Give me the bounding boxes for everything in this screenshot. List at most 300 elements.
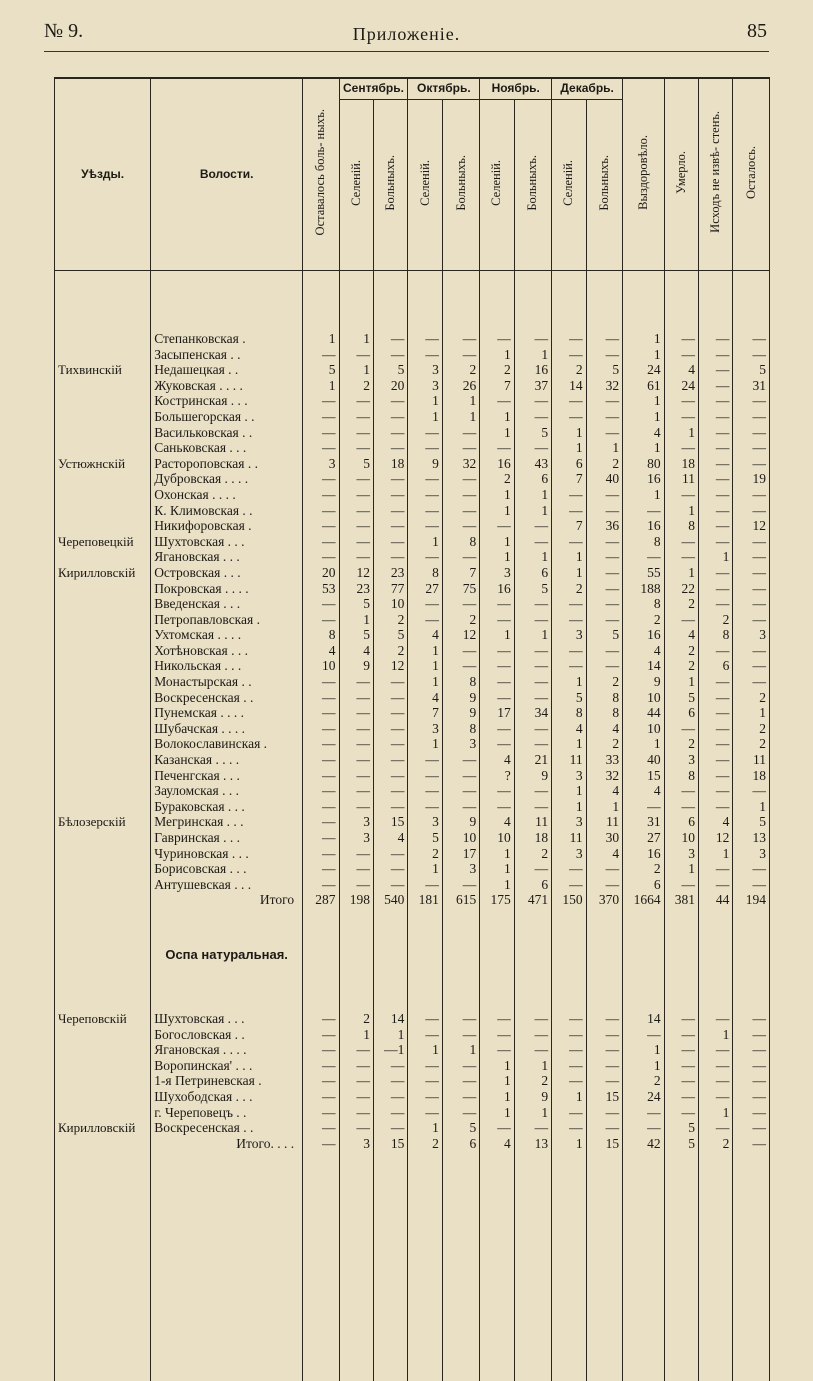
value-cell: 23 <box>339 581 373 597</box>
value-cell: 1 <box>408 861 442 877</box>
value-cell: 1 <box>480 487 514 503</box>
value-cell: 8 <box>664 518 698 534</box>
value-cell: 53 <box>303 581 339 597</box>
value-cell: 3 <box>480 565 514 581</box>
blank-cell <box>552 964 586 1011</box>
value-cell: — <box>664 409 698 425</box>
value-cell: 1 <box>303 378 339 394</box>
value-cell: — <box>408 425 442 441</box>
uezd-cell <box>55 752 151 768</box>
total-value: 3 <box>339 1136 373 1152</box>
value-cell: 4 <box>623 643 665 659</box>
value-cell: — <box>339 518 373 534</box>
value-cell: — <box>303 705 339 721</box>
value-cell: — <box>586 549 622 565</box>
table-row <box>55 830 770 846</box>
value-cell: — <box>373 1073 407 1089</box>
issue-number: № 9. <box>44 20 83 50</box>
blank-cell <box>623 1151 665 1381</box>
value-cell: — <box>586 596 622 612</box>
value-cell: 1 <box>408 658 442 674</box>
value-cell: — <box>664 1042 698 1058</box>
value-cell: 4 <box>699 814 733 830</box>
total-label: Итого <box>151 892 303 908</box>
blank-cell <box>151 908 303 964</box>
value-cell: 1 <box>442 1042 479 1058</box>
table-row <box>55 799 770 815</box>
value-cell: 7 <box>552 471 586 487</box>
total-value: 381 <box>664 892 698 908</box>
value-cell: — <box>442 503 479 519</box>
value-cell: — <box>586 861 622 877</box>
value-cell: 7 <box>552 518 586 534</box>
value-cell: — <box>408 487 442 503</box>
value-cell: 11 <box>586 814 622 830</box>
blank-cell <box>586 908 622 964</box>
value-cell: — <box>442 1027 479 1043</box>
value-cell: — <box>339 1058 373 1074</box>
col-dec-bolnykh: Больныхъ. <box>586 100 622 271</box>
value-cell: 11 <box>514 814 551 830</box>
value-cell: — <box>664 1073 698 1089</box>
value-cell: — <box>339 393 373 409</box>
total-value: 6 <box>442 1136 479 1152</box>
blank-cell <box>339 1151 373 1381</box>
value-cell: 5 <box>586 627 622 643</box>
blank-cell <box>55 908 151 964</box>
uezd-cell <box>55 518 151 534</box>
spacer-row <box>55 1151 770 1381</box>
blank-cell <box>699 964 733 1011</box>
value-cell: 1 <box>623 736 665 752</box>
value-cell: 3 <box>664 752 698 768</box>
value-cell: — <box>373 752 407 768</box>
value-cell: — <box>480 1120 514 1136</box>
total-row <box>55 1136 770 1152</box>
value-cell: 2 <box>664 596 698 612</box>
value-cell: — <box>373 783 407 799</box>
value-cell: 2 <box>623 612 665 628</box>
value-cell: 2 <box>733 721 770 737</box>
blank-cell <box>373 1151 407 1381</box>
section-heading-row <box>55 908 770 964</box>
spacer-row <box>55 271 770 332</box>
blank-cell <box>373 908 407 964</box>
value-cell: — <box>733 596 770 612</box>
value-cell: 18 <box>514 830 551 846</box>
value-cell: 1 <box>480 1073 514 1089</box>
value-cell: 3 <box>408 721 442 737</box>
value-cell: — <box>303 752 339 768</box>
value-cell: — <box>514 1027 551 1043</box>
value-cell: 10 <box>664 830 698 846</box>
uezd-cell <box>55 409 151 425</box>
value-cell: — <box>552 393 586 409</box>
table-row <box>55 1027 770 1043</box>
volost-cell: Бураковская . . . <box>151 799 303 815</box>
blank-cell <box>699 1151 733 1381</box>
table-row <box>55 393 770 409</box>
value-cell: — <box>442 425 479 441</box>
volost-cell: Жуковская . . . . <box>151 378 303 394</box>
value-cell: — <box>699 721 733 737</box>
col-remaining-start: Оставалось боль- ныхъ. <box>303 78 339 271</box>
value-cell: — <box>480 799 514 815</box>
value-cell: 4 <box>664 362 698 378</box>
blank-cell <box>339 908 373 964</box>
value-cell: — <box>664 721 698 737</box>
value-cell: 3 <box>733 627 770 643</box>
table-row <box>55 596 770 612</box>
value-cell: — <box>339 440 373 456</box>
table-row <box>55 378 770 394</box>
value-cell: — <box>699 705 733 721</box>
value-cell: — <box>699 409 733 425</box>
volost-cell: Петропавловская . <box>151 612 303 628</box>
value-cell: — <box>339 503 373 519</box>
col-dec-seleniy: Селенiй. <box>552 100 586 271</box>
value-cell: — <box>339 1089 373 1105</box>
uezd-cell <box>55 581 151 597</box>
value-cell: 9 <box>514 1089 551 1105</box>
volost-cell: Антушевская . . . <box>151 877 303 893</box>
value-cell: — <box>408 331 442 347</box>
value-cell: 5 <box>339 627 373 643</box>
value-cell: — <box>664 1058 698 1074</box>
value-cell: 2 <box>408 846 442 862</box>
value-cell: — <box>373 331 407 347</box>
value-cell: — <box>303 674 339 690</box>
value-cell: — <box>373 1105 407 1121</box>
value-cell: — <box>480 393 514 409</box>
value-cell: — <box>480 643 514 659</box>
value-cell: — <box>699 768 733 784</box>
value-cell: 5 <box>733 814 770 830</box>
value-cell: 5 <box>408 830 442 846</box>
value-cell: — <box>303 877 339 893</box>
value-cell: — <box>699 362 733 378</box>
uezd-cell <box>55 393 151 409</box>
value-cell: — <box>733 1089 770 1105</box>
value-cell: 40 <box>586 471 622 487</box>
uezd-cell <box>55 830 151 846</box>
value-cell: 2 <box>623 861 665 877</box>
value-cell: 20 <box>303 565 339 581</box>
value-cell: — <box>303 393 339 409</box>
value-cell: 7 <box>442 565 479 581</box>
value-cell: 3 <box>552 846 586 862</box>
blank-cell <box>480 1151 514 1381</box>
value-cell: — <box>303 1089 339 1105</box>
value-cell: 6 <box>623 877 665 893</box>
value-cell: — <box>442 549 479 565</box>
blank-cell <box>664 964 698 1011</box>
blank-cell <box>408 908 442 964</box>
value-cell: — <box>339 471 373 487</box>
value-cell: 1 <box>699 846 733 862</box>
value-cell: — <box>733 581 770 597</box>
section-title: Оспа натуральная. <box>154 945 299 964</box>
blank-cell <box>303 1151 339 1381</box>
col-month-sep: Сентябрь. <box>339 78 408 100</box>
value-cell: — <box>514 643 551 659</box>
value-cell: 4 <box>586 846 622 862</box>
value-cell: — <box>339 752 373 768</box>
value-cell: 8 <box>623 534 665 550</box>
value-cell: — <box>623 1120 665 1136</box>
total-value: 175 <box>480 892 514 908</box>
volost-cell: Ягановская . . . <box>151 549 303 565</box>
volost-cell: Чуриновская . . . <box>151 846 303 862</box>
value-cell: 3 <box>339 814 373 830</box>
uezd-cell <box>55 627 151 643</box>
value-cell: — <box>733 1011 770 1027</box>
value-cell: — <box>664 1089 698 1105</box>
blank-cell <box>55 892 151 908</box>
value-cell: 16 <box>623 846 665 862</box>
value-cell: — <box>408 596 442 612</box>
value-cell: — <box>552 1120 586 1136</box>
value-cell: — <box>733 487 770 503</box>
value-cell: 3 <box>339 830 373 846</box>
value-cell: — <box>514 331 551 347</box>
value-cell: 18 <box>733 768 770 784</box>
value-cell: 16 <box>480 456 514 472</box>
value-cell: 1 <box>480 846 514 862</box>
value-cell: — <box>699 456 733 472</box>
blank-cell <box>514 908 551 964</box>
value-cell: — <box>373 1120 407 1136</box>
value-cell: 31 <box>623 814 665 830</box>
value-cell: 16 <box>623 471 665 487</box>
value-cell: — <box>303 1011 339 1027</box>
value-cell: — <box>480 331 514 347</box>
value-cell: 16 <box>623 627 665 643</box>
value-cell: 15 <box>373 814 407 830</box>
value-cell: 1 <box>699 1027 733 1043</box>
value-cell: — <box>373 861 407 877</box>
value-cell: 5 <box>733 362 770 378</box>
blank-cell <box>442 908 479 964</box>
volost-cell: 1-я Петриневская . <box>151 1073 303 1089</box>
total-value: 1 <box>552 1136 586 1152</box>
value-cell: 4 <box>303 643 339 659</box>
table-row <box>55 861 770 877</box>
value-cell: — <box>303 736 339 752</box>
value-cell: 8 <box>442 721 479 737</box>
value-cell: 1 <box>552 674 586 690</box>
col-month-oct: Октябрь. <box>408 78 480 100</box>
value-cell: 1 <box>408 736 442 752</box>
value-cell: 2 <box>586 674 622 690</box>
value-cell: — <box>699 581 733 597</box>
table-row <box>55 1073 770 1089</box>
value-cell: 5 <box>373 362 407 378</box>
value-cell: — <box>442 658 479 674</box>
value-cell: 1 <box>480 627 514 643</box>
value-cell: — <box>339 799 373 815</box>
value-cell: — <box>442 768 479 784</box>
value-cell: 1 <box>408 643 442 659</box>
value-cell: 1 <box>480 549 514 565</box>
value-cell: 1 <box>339 612 373 628</box>
blank-cell <box>586 1151 622 1381</box>
value-cell: 2 <box>552 362 586 378</box>
value-cell: 4 <box>586 721 622 737</box>
value-cell: — <box>664 534 698 550</box>
value-cell: 12 <box>699 830 733 846</box>
value-cell: — <box>552 1058 586 1074</box>
value-cell: — <box>699 471 733 487</box>
value-cell: 6 <box>699 658 733 674</box>
value-cell: 1 <box>623 331 665 347</box>
value-cell: — <box>733 861 770 877</box>
value-cell: 16 <box>480 581 514 597</box>
value-cell: 1 <box>552 549 586 565</box>
value-cell: 14 <box>623 658 665 674</box>
value-cell: 2 <box>664 643 698 659</box>
value-cell: — <box>442 471 479 487</box>
value-cell: 1 <box>586 440 622 456</box>
table-row <box>55 752 770 768</box>
value-cell: — <box>480 721 514 737</box>
total-value: 370 <box>586 892 622 908</box>
value-cell: — <box>339 877 373 893</box>
value-cell: — <box>733 643 770 659</box>
col-remaining: Осталось. <box>733 78 770 271</box>
value-cell: — <box>623 1027 665 1043</box>
col-unknown: Исходъ не извѣ- стенъ. <box>699 78 733 271</box>
value-cell: — <box>552 861 586 877</box>
volost-cell: Костринская . . . <box>151 393 303 409</box>
value-cell: — <box>699 1011 733 1027</box>
value-cell: 3 <box>664 846 698 862</box>
value-cell: — <box>699 674 733 690</box>
blank-cell <box>151 1151 303 1381</box>
volost-cell: Васильковская . . <box>151 425 303 441</box>
value-cell: — <box>408 1089 442 1105</box>
col-sep-seleniy: Селенiй. <box>339 100 373 271</box>
value-cell: — <box>303 814 339 830</box>
table-row <box>55 814 770 830</box>
value-cell: — <box>552 1073 586 1089</box>
blank-cell <box>442 964 479 1011</box>
value-cell: 1 <box>514 347 551 363</box>
value-cell: — <box>699 1120 733 1136</box>
value-cell: — <box>480 440 514 456</box>
value-cell: — <box>699 799 733 815</box>
blank-cell <box>623 908 665 964</box>
value-cell: — <box>699 331 733 347</box>
value-cell: 2 <box>699 612 733 628</box>
blank-cell <box>480 964 514 1011</box>
value-cell: 8 <box>442 534 479 550</box>
value-cell: 8 <box>586 705 622 721</box>
value-cell: 9 <box>442 690 479 706</box>
table-row <box>55 768 770 784</box>
value-cell: — <box>664 1105 698 1121</box>
value-cell: — <box>373 877 407 893</box>
value-cell: ? <box>480 768 514 784</box>
value-cell: — <box>586 565 622 581</box>
value-cell: 2 <box>733 690 770 706</box>
blank-cell <box>339 964 373 1011</box>
value-cell: — <box>733 1105 770 1121</box>
value-cell: 16 <box>623 518 665 534</box>
value-cell: 5 <box>339 456 373 472</box>
blank-cell <box>733 908 770 964</box>
value-cell: — <box>514 393 551 409</box>
total-value: 5 <box>664 1136 698 1152</box>
value-cell: — <box>699 503 733 519</box>
value-cell: 5 <box>373 627 407 643</box>
uezd-cell <box>55 799 151 815</box>
total-value: 44 <box>699 892 733 908</box>
table-row <box>55 643 770 659</box>
value-cell: — <box>373 518 407 534</box>
value-cell: 19 <box>733 471 770 487</box>
value-cell: — <box>664 347 698 363</box>
value-cell: 6 <box>664 814 698 830</box>
value-cell: — <box>339 846 373 862</box>
value-cell: — <box>699 393 733 409</box>
value-cell: — <box>514 596 551 612</box>
col-sep-bolnykh: Больныхъ. <box>373 100 407 271</box>
col-oct-seleniy: Селенiй. <box>408 100 442 271</box>
table-row <box>55 1058 770 1074</box>
value-cell: 1 <box>514 627 551 643</box>
value-cell: — <box>586 503 622 519</box>
value-cell: 4 <box>408 627 442 643</box>
uezd-cell <box>55 1058 151 1074</box>
value-cell: — <box>586 1105 622 1121</box>
value-cell: 2 <box>664 736 698 752</box>
value-cell: — <box>623 1105 665 1121</box>
value-cell: 1 <box>664 503 698 519</box>
value-cell: — <box>733 783 770 799</box>
value-cell: — <box>373 440 407 456</box>
value-cell: — <box>373 471 407 487</box>
value-cell: 1 <box>339 331 373 347</box>
value-cell: — <box>552 487 586 503</box>
value-cell: — <box>699 487 733 503</box>
volost-cell: Саньковская . . . <box>151 440 303 456</box>
value-cell: 12 <box>733 518 770 534</box>
uezd-cell: Кирилловскiй <box>55 565 151 581</box>
value-cell: — <box>586 331 622 347</box>
value-cell: — <box>514 674 551 690</box>
value-cell: 9 <box>623 674 665 690</box>
value-cell: 1 <box>373 1027 407 1043</box>
value-cell: — <box>699 1073 733 1089</box>
value-cell: 61 <box>623 378 665 394</box>
value-cell: 1 <box>699 1105 733 1121</box>
value-cell: 1 <box>480 861 514 877</box>
volost-cell: Шубачская . . . . <box>151 721 303 737</box>
value-cell: 3 <box>552 627 586 643</box>
value-cell: — <box>586 1073 622 1089</box>
value-cell: 1 <box>552 783 586 799</box>
value-cell: 20 <box>373 378 407 394</box>
table-row <box>55 518 770 534</box>
value-cell: — <box>339 1042 373 1058</box>
value-cell: — <box>442 518 479 534</box>
volost-cell: Ягановская . . . . <box>151 1042 303 1058</box>
value-cell: — <box>733 658 770 674</box>
value-cell: 2 <box>623 1073 665 1089</box>
value-cell: 1 <box>442 409 479 425</box>
volost-cell: Ухтомская . . . . <box>151 627 303 643</box>
